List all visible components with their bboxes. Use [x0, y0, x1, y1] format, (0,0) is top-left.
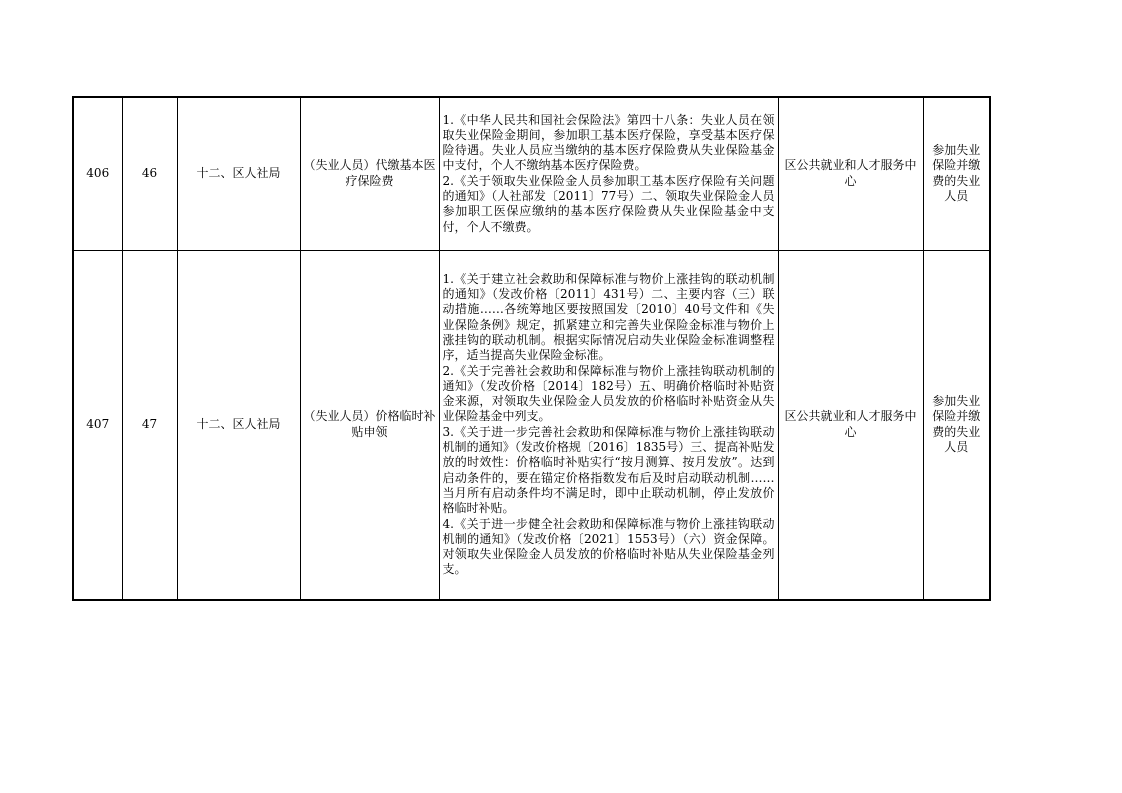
agency-cell: 区公共就业和人才服务中心	[778, 97, 923, 250]
legal-basis-cell	[439, 250, 778, 600]
table-row	[73, 97, 990, 250]
item-name-cell: （失业人员）价格临时补贴申领	[300, 250, 439, 600]
legal-basis-cell	[439, 97, 778, 250]
basis-paragraph: 2.《关于完善社会救助和保障标准与物价上涨挂钩联动机制的通知》（发改价格〔2014〕182号）五、明确价格临时补贴资金来源，对领取失业保险金人员发放的价格临时补贴资金从失业保险基金中列支。	[442, 363, 775, 424]
basis-paragraph: 3.《关于进一步完善社会救助和保障标准与物价上涨挂钩联动机制的通知》（发改价格规〔2016〕1835号）三、提高补贴发放的时效性：价格临时补贴实行“按月测算、按月发放”。达到启动条件的，要在锚定价格指数发布后及时启动联动机制……当月所有启动条件均不满足时，即中止联动机制，停止发放价格临时补贴。	[442, 424, 775, 516]
basis-paragraph: 4.《关于进一步健全社会救助和保障标准与物价上涨挂钩联动机制的通知》（发改价格〔2021〕1553号）（六）资金保障。对领取失业保险金人员发放的价格临时补贴从失业保险基金列支。	[442, 516, 775, 577]
item-name-cell: （失业人员）代缴基本医疗保险费	[300, 97, 439, 250]
target-cell: 参加失业保险并缴费的失业人员	[923, 250, 990, 600]
sub-number-cell: 47	[122, 250, 177, 600]
table-row	[73, 250, 990, 600]
target-cell: 参加失业保险并缴费的失业人员	[923, 97, 990, 250]
basis-paragraph: 1.《关于建立社会救助和保障标准与物价上涨挂钩的联动机制的通知》（发改价格〔2011〕431号）二、主要内容（三）联动措施……各统筹地区要按照国发〔2010〕40号文件和《失业保险条例》规定，抓紧建立和完善失业保险金标准与物价上涨挂钩的联动机制。根据实际情况启动失业保险金标准调整程序，适当提高失业保险金标准。	[442, 271, 775, 363]
basis-paragraph: 2.《关于领取失业保险金人员参加职工基本医疗保险有关问题的通知》（人社部发〔2011〕77号）二、领取失业保险金人员参加职工医保应缴纳的基本医疗保险费从失业保险基金中支付，个人不缴费。	[442, 173, 775, 234]
sub-number-cell: 46	[122, 97, 177, 250]
agency-cell: 区公共就业和人才服务中心	[778, 250, 923, 600]
department-cell: 十二、区人社局	[177, 250, 300, 600]
department-cell: 十二、区人社局	[177, 97, 300, 250]
serial-number-cell: 406	[73, 97, 122, 250]
serial-number-cell: 407	[73, 250, 122, 600]
basis-paragraph: 1.《中华人民共和国社会保险法》第四十八条：失业人员在领取失业保险金期间，参加职工基本医疗保险，享受基本医疗保险待遇。失业人员应当缴纳的基本医疗保险费从失业保险基金中支付，个人不缴纳基本医疗保险费。	[442, 112, 775, 173]
service-items-table	[72, 96, 991, 601]
